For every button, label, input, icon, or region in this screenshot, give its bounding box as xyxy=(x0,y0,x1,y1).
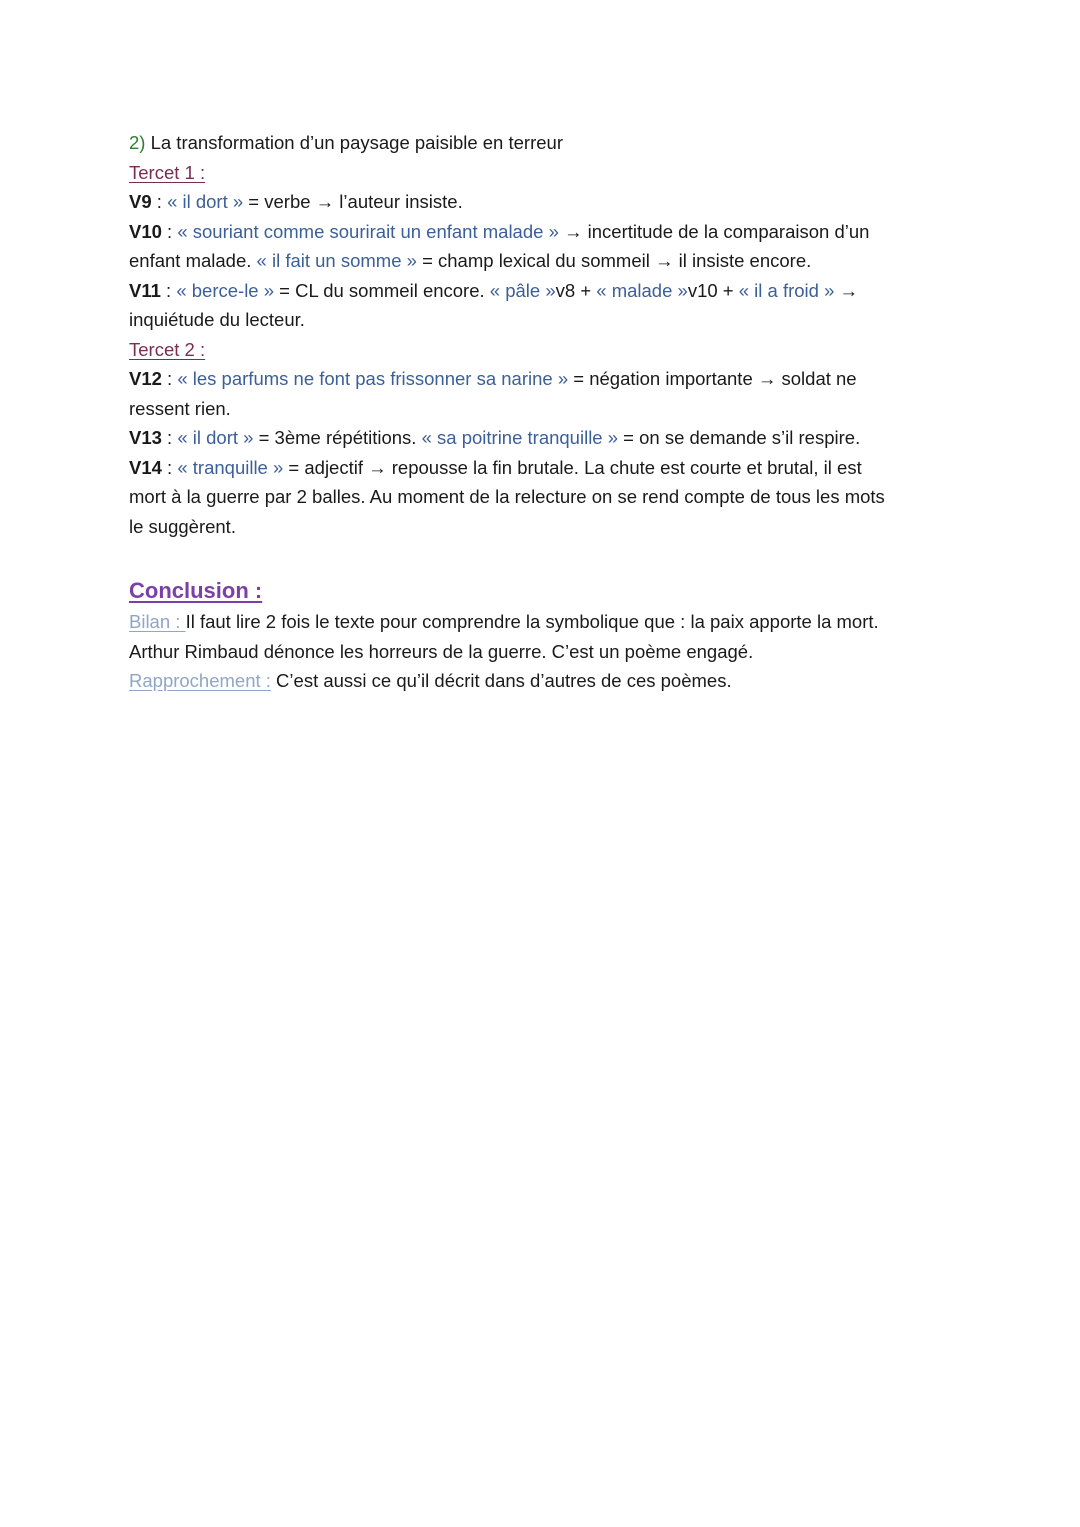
v14-line-2 xyxy=(129,482,959,512)
v9-line xyxy=(129,187,959,217)
v12-quote: « les parfums ne font pas frissonner sa narine » xyxy=(177,368,569,389)
tercet2-heading-line xyxy=(129,335,959,365)
tercet1-heading: Tercet 1 : xyxy=(129,161,206,183)
v11-text1: = CL du sommeil encore. xyxy=(274,279,490,301)
v11-quote2: « pâle » xyxy=(489,279,556,301)
bilan-text2: Arthur Rimbaud dénonce les horreurs de la guerre. C’est un poème engagé. xyxy=(129,640,754,662)
v13-text2: = on se demande s’il respire. xyxy=(618,427,861,448)
v14-sep: : xyxy=(161,456,178,478)
v13-line xyxy=(129,423,959,453)
v9-sep: : xyxy=(151,191,168,212)
v12-text2: ressent rien. xyxy=(129,397,231,419)
v14-label: V14 xyxy=(129,456,162,478)
v11-line-2 xyxy=(129,305,959,335)
tercet2-heading: Tercet 2 : xyxy=(129,338,206,360)
v14-line xyxy=(129,453,959,483)
v13-text1: = 3ème répétitions. xyxy=(253,427,422,448)
v11-label: V11 xyxy=(129,279,161,301)
v13-quote2: « sa poitrine tranquille » xyxy=(421,427,619,448)
v11-text5: inquiétude du lecteur. xyxy=(129,309,305,330)
v10-text3: = champ lexical du sommeil → il insiste encore. xyxy=(416,250,812,271)
bilan-line-2 xyxy=(129,637,959,667)
v12-line xyxy=(129,364,959,394)
rapprochement-line xyxy=(129,666,959,696)
v10-line-2 xyxy=(129,246,959,276)
v12-sep: : xyxy=(161,368,178,389)
v11-sep: : xyxy=(160,279,177,301)
v10-sep: : xyxy=(161,220,178,242)
v14-text1: = adjectif → repousse la fin brutale. La chute est courte et brutal, il est xyxy=(283,456,862,478)
v11-text3: v10 + xyxy=(687,279,739,301)
conclusion-heading: Conclusion : xyxy=(129,578,263,603)
v10-label: V10 xyxy=(129,220,162,242)
bilan-text1: Il faut lire 2 fois le texte pour comprendre la symbolique que : la paix apporte la mort. xyxy=(185,611,879,632)
v10-quote1: « souriant comme sourirait un enfant malade » xyxy=(177,220,559,242)
bilan-line xyxy=(129,607,959,637)
v11-line xyxy=(129,276,959,306)
section-number: 2) xyxy=(129,132,146,153)
v11-text2: v8 + xyxy=(555,279,597,301)
v12-line-2 xyxy=(129,394,959,424)
rapprochement-label: Rapprochement : xyxy=(129,670,271,691)
bilan-label: Bilan : xyxy=(129,611,186,632)
document-content xyxy=(129,128,959,696)
v11-quote3: « malade » xyxy=(596,279,688,301)
v14-text3: le suggèrent. xyxy=(129,515,236,537)
v14-line-3 xyxy=(129,512,959,542)
v11-text4: → xyxy=(834,279,859,301)
v13-sep: : xyxy=(161,427,178,448)
rapprochement-text: C’est aussi ce qu’il décrit dans d’autres de ces poèmes. xyxy=(270,670,732,691)
tercet1-heading-line xyxy=(129,158,959,188)
v10-line xyxy=(129,217,959,247)
v9-quote: « il dort » xyxy=(167,191,244,212)
v12-label: V12 xyxy=(129,368,162,389)
v10-text2: enfant malade. xyxy=(129,250,257,271)
v14-quote: « tranquille » xyxy=(177,456,284,478)
v11-quote4: « il a froid » xyxy=(738,279,835,301)
v13-label: V13 xyxy=(129,427,162,448)
v11-quote1: « berce-le » xyxy=(176,279,275,301)
v10-quote2: « il fait un somme » xyxy=(256,250,417,271)
v10-text1: → incertitude de la comparaison d’un xyxy=(558,220,870,242)
v14-text2: mort à la guerre par 2 balles. Au moment de la relecture on se rend compte de tous les mots xyxy=(129,486,885,507)
v9-label: V9 xyxy=(129,191,152,212)
section-title-line xyxy=(129,128,959,158)
section-title: La transformation d’un paysage paisible en terreur xyxy=(150,132,563,153)
v13-quote1: « il dort » xyxy=(177,427,254,448)
v12-text1: = négation importante → soldat ne xyxy=(568,368,857,389)
v9-text: = verbe → l’auteur insiste. xyxy=(243,191,463,212)
